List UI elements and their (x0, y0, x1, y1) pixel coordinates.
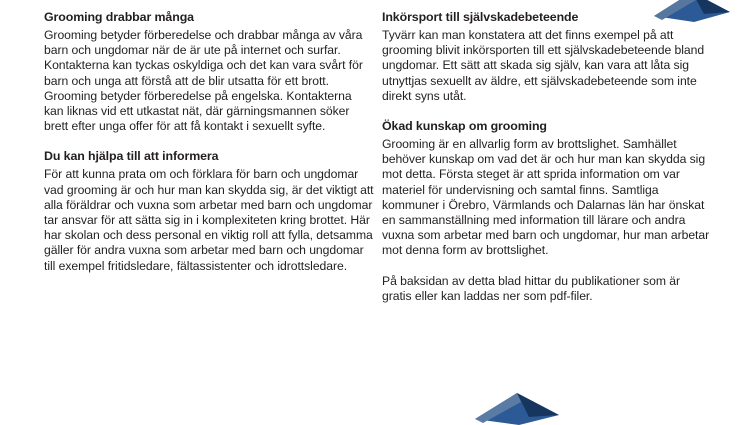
heading: Inkörsport till självskadebeteende (382, 10, 579, 24)
block-du-kan-hjalpa-till-att-informera (44, 149, 374, 273)
right-column (382, 10, 712, 304)
block-inkorsport-till-sjalvskadebeteende (382, 10, 712, 104)
paragraph: Tyvärr kan man konstatera att det finns exempel på att grooming blivit inkörsporten till ett självskadebeteende bland ungdomar. Ett sätt att skada sig själv, kan vara att låta sig utnyttjas sexuellt av äldre, ett självskadebeteende som inte direkt syns utåt. (382, 28, 705, 103)
paragraph: För att kunna prata om och förklara för barn och ungdomar vad grooming är och hur man kan skydda sig, är det viktigt att alla föräldrar och vuxna som arbetar med barn och ungdomar tar ansvar för att sätta sig in i komplexiteten kring brottet. Här har skolan och dess personal en viktig roll att fylla, detsamma gäller för andra vuxna som arbetar med barn och ungdomar till exempel fritidsledare, fältassistenter och idrottsledare. (44, 167, 374, 273)
heading: Ökad kunskap om grooming (382, 119, 547, 134)
heading: Du kan hjälpa till att informera (44, 149, 219, 164)
text-columns (0, 10, 746, 304)
paragraph: Grooming betyder förberedelse och drabbar många av våra barn och ungdomar när de är ute på internet och surfar. Kontakterna kan tyckas oskyldiga och det kan vara svårt för barn och unga att förstå att de blir utsatta för ett brott. Grooming betyder förberedelse på engelska. Kontakterna kan liknas vid ett utkastat nät, där gärningsmannen söker brett efter unga offer för att få kontakt i sexuellt syfte. (44, 28, 363, 134)
block-grooming-drabbar-manga (44, 10, 374, 134)
bottom-center-decoration (455, 385, 575, 425)
paragraph: Grooming är en allvarlig form av brottslighet. Samhället behöver kunskap om vad det är och hur man kan skydda sig mot detta. Första steget är att sprida information om var materiel för undervisning och samtal finns. Samtliga kommuner i Örebro, Värmlands och Dalarnas län har önskat en sammanställning med information till lärare och andra vuxna som arbetar med barn och ungdomar, hur man arbetar mot denna form av brottslighet. (382, 137, 710, 258)
folded-paper-graphic-icon (455, 385, 575, 425)
block-baksidan-info (382, 274, 712, 304)
block-okad-kunskap-om-grooming (382, 119, 712, 259)
left-column (44, 10, 374, 304)
heading: Grooming drabbar många (44, 10, 194, 24)
paragraph: På baksidan av detta blad hittar du publikationer som är gratis eller kan laddas ner som pdf-filer. (382, 273, 681, 303)
